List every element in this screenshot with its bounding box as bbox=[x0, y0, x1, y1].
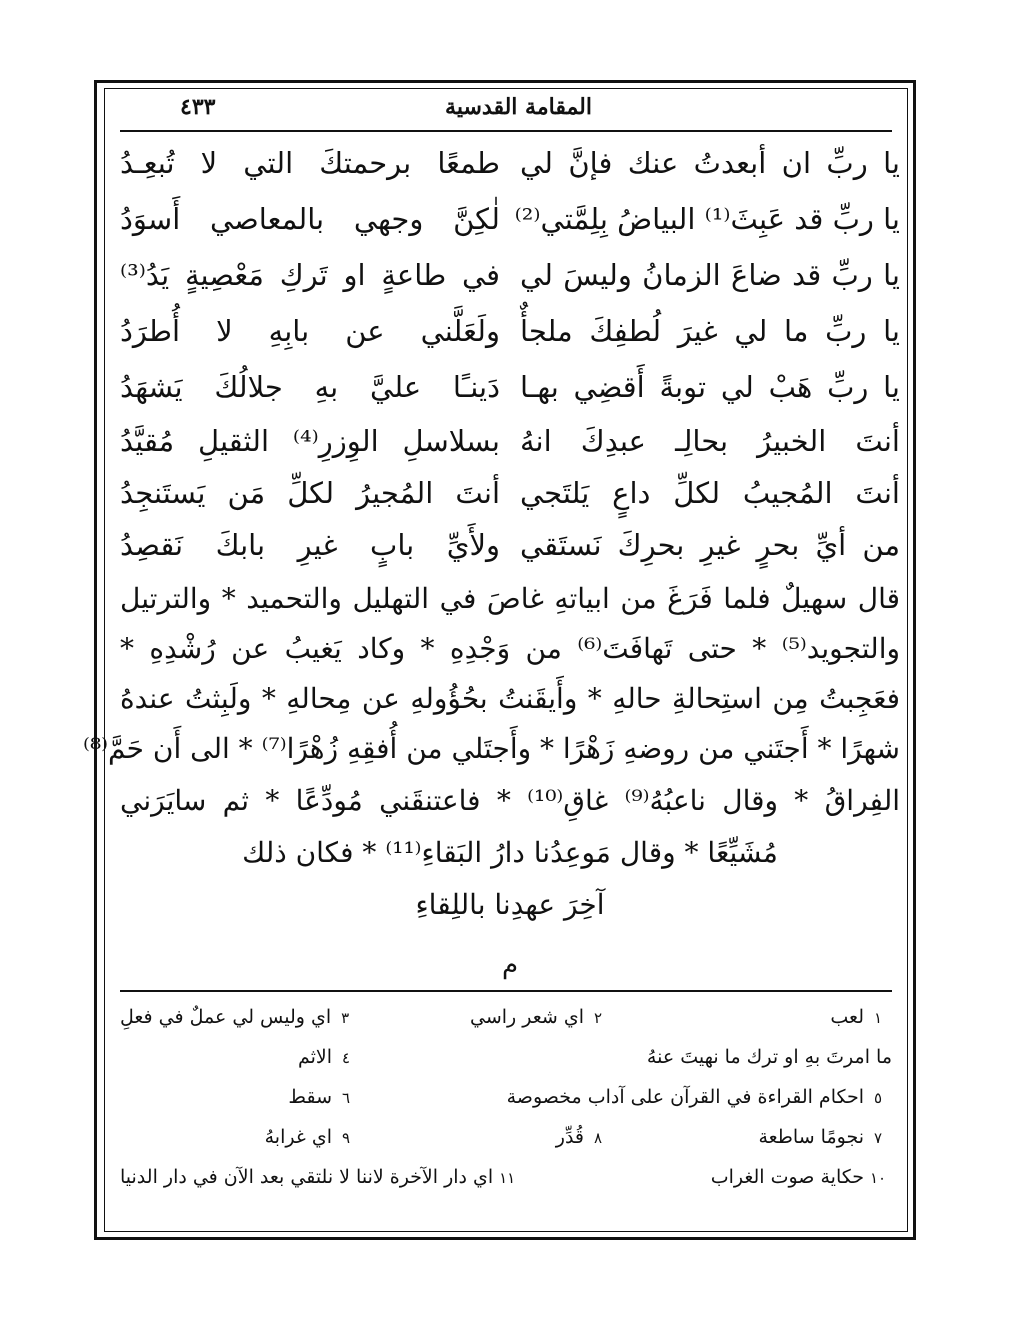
footnote: ٣اي وليس لي عملٌ في فعلِ bbox=[120, 1006, 350, 1028]
verse-first-hemistich: يا ربِّ قد ضاعَ الزمانُ وليسَ لي bbox=[520, 258, 900, 292]
verse-first-hemistich: يا ربِّ ما لي غيرَ لُطفِكَ ملجأٌ bbox=[520, 314, 900, 348]
verse-second-hemistich: طمعًا برحمتكَ التي لا تُبعِـدُ bbox=[120, 146, 500, 180]
footnote: ٢اي شعر راسي bbox=[469, 1006, 603, 1028]
verse-first-hemistich: أنتَ الخبيرُ بحالِـ عبدِكَ انهُ bbox=[520, 424, 900, 458]
verse-second-hemistich: في طاعةٍ او تَركِ مَعْصِيةٍ يَدُ⁽³⁾ bbox=[120, 258, 500, 292]
prose-line: قال سهيلٌ فلما فَرَغَ من ابياتهِ غاصَ في التهليل والتحميد * والترتيل bbox=[120, 582, 900, 615]
footnote: ١لعب bbox=[830, 1006, 883, 1028]
header-rule bbox=[120, 130, 892, 132]
verse-second-hemistich: لٰكِنَّ وجهي بالمعاصي أَسوَدُ bbox=[120, 202, 500, 236]
footnote: ٩اي غرابهُ bbox=[264, 1126, 351, 1148]
prose-line: آخِرَ عهدِنا باللِقاءِ bbox=[415, 888, 605, 921]
footnote-row bbox=[120, 1126, 892, 1160]
end-mark: م bbox=[501, 950, 519, 980]
verse-second-hemistich: دَينـًا عليَّ بهِ جلالُكَ يَشهَدُ bbox=[120, 370, 500, 404]
prose-line: الفِراقُ * وقال ناعبُهُ⁽⁹⁾ غاقِ⁽¹⁰⁾ * فاعتنقَني مُودِّعًا * ثم سايَرَني bbox=[120, 784, 900, 817]
footnote: ٦سقط bbox=[288, 1086, 351, 1108]
verse-first-hemistich: أنتَ المُجيبُ لكلِّ داعٍ يَلتَجي bbox=[520, 476, 900, 510]
verse-line bbox=[120, 258, 900, 314]
verse-second-hemistich: ولَعَلَّني عن بابِهِ لا أُطرَدُ bbox=[120, 314, 500, 348]
footnote: ٥احكام القراءة في القرآن على آداب مخصوصة bbox=[506, 1086, 883, 1108]
verse-first-hemistich: يا ربِّ هَبْ لي توبةً أَقضِي بهـا bbox=[520, 370, 900, 404]
verse-first-hemistich: من أيِّ بحرٍ غيرِ بحرِكَ نَستَقي bbox=[520, 528, 900, 562]
running-header bbox=[120, 88, 892, 130]
verse-second-hemistich: ولأَيِّ بابٍ غيرِ بابكَ نَقصِدُ bbox=[120, 528, 500, 562]
verse-second-hemistich: أنتَ المُجيرُ لكلِّ مَن يَستَنجِدُ bbox=[120, 476, 500, 510]
header-title: المقامة القدسية bbox=[445, 94, 592, 120]
verse-first-hemistich: يا ربِّ قد عَبِثَ⁽¹⁾ البياضُ بِلِمَّتي⁽²⁾ bbox=[514, 202, 900, 236]
footnote: ١١اي دار الآخرة لاننا لا نلتقي بعد الآن في دار الدنيا bbox=[120, 1166, 516, 1188]
footnote-row bbox=[120, 1046, 892, 1080]
footnote: ١٠حكاية صوت الغراب bbox=[710, 1166, 887, 1188]
verse-second-hemistich: بسلاسلِ الوِزرِ⁽⁴⁾ الثقيلِ مُقيَّدُ bbox=[120, 424, 501, 458]
footnote: ٧نجومًا ساطعة bbox=[758, 1126, 883, 1148]
footnote-continuation: ما امرتَ بهِ او ترك ما نهيتَ عنهُ bbox=[646, 1046, 892, 1068]
footnote-rule bbox=[120, 990, 892, 992]
verse-first-hemistich: يا ربِّ ان أبعدتُ عنك فإنَّ لي bbox=[520, 146, 900, 180]
footnote: ٤الاثم bbox=[297, 1046, 351, 1068]
verse-line bbox=[120, 370, 900, 426]
prose-line: والتجويد⁽⁵⁾ * حتى تَهافَتَ⁽⁶⁾ من وَجْدِهِ * وكاد يَغيبُ عن رُشْدِهِ * bbox=[120, 632, 900, 665]
verse-line bbox=[120, 146, 900, 202]
verse-line bbox=[120, 476, 900, 532]
verse-line bbox=[120, 314, 900, 370]
footnote-row bbox=[120, 1166, 892, 1200]
verse-line bbox=[120, 202, 900, 258]
verse-line bbox=[120, 528, 900, 584]
prose-line: مُشَيِّعًا * وقال مَوعِدُنا دارُ البَقاءِ⁽¹¹⁾ * فكان ذلك bbox=[242, 836, 778, 869]
page-number: ٤٣٣ bbox=[180, 94, 216, 120]
footnote: ٨قُدِّر bbox=[555, 1126, 603, 1148]
footnote-row bbox=[120, 1086, 892, 1120]
prose-line: فعَجِبتُ مِن استِحالةِ حالهِ * وأَيقَنتُ بحُؤُولهِ عن مِحالهِ * ولَبِثتُ عندهُ bbox=[120, 682, 900, 715]
verse-line bbox=[120, 424, 900, 480]
prose-line: شهرًا * أَجتَني من روضهِ زَهْرًا * وأَجتَلي من أُفقِهِ زُهْرًا⁽⁷⁾ * الى أَن حَمَّ⁽⁸⁾ bbox=[83, 732, 900, 765]
footnote-row bbox=[120, 1006, 892, 1040]
